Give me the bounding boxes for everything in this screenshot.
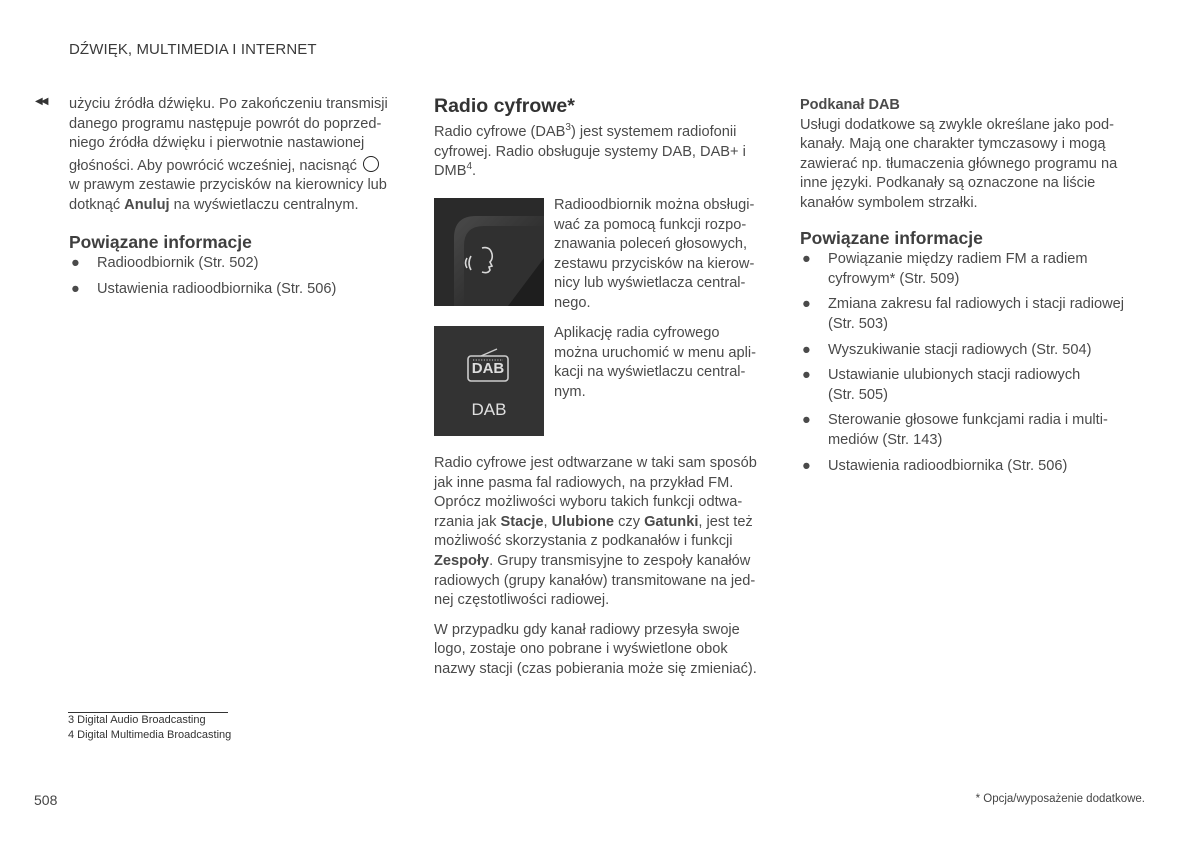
body-paragraphs [434,454,779,680]
related-heading: Powiązane informacje [69,231,252,252]
footnote-ref[interactable]: 4 [466,161,472,173]
text-line: jak inne pasma fal radiowych, na przykład FM. [434,474,734,491]
footnote: 3 Digital Audio Broadcasting [68,714,206,726]
related-link[interactable]: cyfrowym* (Str. 509) [828,270,960,287]
dab-icon-text: DAB [471,360,505,377]
bullet: ● [71,255,80,272]
list-item[interactable] [800,457,1140,477]
text: . Grupy transmisyjne to zespoły kanałów [489,552,751,569]
footnote-ref[interactable]: 3 [565,122,571,134]
list-item[interactable] [800,411,1140,450]
optional-equipment-note: * Opcja/wyposażenie dodatkowe. [975,793,1145,805]
bullet: ● [71,280,80,297]
text: Radio cyfrowe (DAB [434,124,566,140]
continue-marker: ◀◀ [35,96,47,107]
voice-button-image [434,198,544,306]
bullet: ● [802,341,811,358]
intro-line [434,123,774,143]
app-text [554,324,769,402]
related-link[interactable]: Ustawienia radioodbiornika (Str. 506) [828,457,1068,474]
intro-line: cyfrowej. Radio obsługuje systemy DAB, DAB+ i [434,143,746,160]
related-link[interactable]: Wyszukiwanie stacji radiowych (Str. 504) [828,341,1092,358]
bullet: ● [802,412,811,429]
favorites-label: Ulubione [551,513,615,530]
text-line: kacji na wyświetlaczu central- [554,364,746,381]
bullet: ● [802,367,811,384]
text: ) jest systemem radiofonii [570,124,737,140]
footnotes [68,713,231,743]
related-list [69,254,399,299]
left-line [69,156,399,177]
dab-tile-label: DAB [471,400,507,419]
bullet: ● [802,296,811,313]
list-item[interactable] [69,280,399,300]
right-column [800,96,1140,476]
list-item[interactable] [800,341,1140,361]
related-link[interactable]: Ustawianie ulubionych stacji radiowych [828,367,1081,384]
left-line [69,196,399,216]
list-item[interactable] [800,295,1140,334]
text-line: wać za pomocą funkcji rozpo- [554,216,747,233]
list-item[interactable] [800,250,1140,289]
related-link[interactable]: Radioodbiornik (Str. 502) [97,255,259,272]
intro [434,123,774,182]
intro-line [434,162,774,182]
text-line: zestawu przycisków na kierow- [554,255,755,272]
text: czy [614,513,645,530]
text-line: nej częstotliwości radiowej. [434,592,610,609]
bullet: ● [802,457,811,474]
left-line-text: głośności. Aby powrócić wcześniej, nacisnąć [69,157,357,174]
page-number: 508 [34,792,58,808]
text: na wyświetlaczu centralnym. [169,196,359,213]
list-item[interactable] [69,254,399,274]
text-line: nym. [554,383,586,400]
text-line: zawierać np. tłumaczenia głównego programu na [800,155,1118,172]
related-heading: Powiązane informacje [800,227,983,248]
text-line: radiowych (grupy kanałów) transmitowane na jed- [434,572,756,589]
related-link[interactable]: mediów (Str. 143) [828,431,943,448]
text-line: W przypadku gdy kanał radiowy przesyła swoje [434,621,740,638]
related-link[interactable]: (Str. 505) [828,386,889,403]
subchannel-heading: Podkanał DAB [800,97,900,113]
text-line: możliwość skorzystania z podkanałów i funkcji [434,533,733,550]
left-line: w prawym zestawie przycisków na kierownicy lub [69,177,387,194]
related-link[interactable]: Zmiana zakresu fal radiowych i stacji radiowej [828,296,1125,313]
voice-text [554,196,769,314]
text-line: Oprócz możliwości wyboru takich funkcji odtwa- [434,494,743,511]
left-line: użyciu źródła dźwięku. Po zakończeniu transmisji [69,96,388,112]
text-line: nicy lub wyświetlacza central- [554,275,746,292]
footnote: 4 Digital Multimedia Broadcasting [68,729,232,741]
related-link[interactable]: Sterowanie głosowe funkcjami radia i multi- [828,412,1108,429]
stations-label: Stacje [500,513,544,530]
related-link[interactable]: (Str. 503) [828,315,889,332]
text-line: nazwy stacji (czas pobierania może się zmieniać). [434,660,757,677]
text-line: Radioodbiornik można obsługi- [554,197,755,213]
text-line [434,552,779,572]
related-link[interactable]: Powiązanie między radiem FM a radiem [828,251,1088,268]
left-line: danego programu następuje powrót do poprzed- [69,115,382,132]
related-list [800,250,1140,476]
text-line: znawania poleceń głosowych, [554,236,748,253]
text: . [472,163,477,180]
text-line: kanałów symbolem strzałki. [800,194,978,211]
text-line: kanały. Mają one charakter tymczasowy i mogą [800,136,1106,153]
text-line: Usługi dodatkowe są zwykle określane jako pod- [800,116,1114,133]
text-line [434,513,779,533]
text-line: można uruchomić w menu apli- [554,344,756,361]
dab-app-tile[interactable] [434,326,544,436]
bullet: ● [802,251,811,268]
related-link[interactable]: Ustawienia radioodbiornika (Str. 506) [97,280,337,297]
text: , jest też [698,513,753,530]
text-line: inne języki. Podkanały są oznaczone na liście [800,175,1096,192]
text-line: Aplikację radia cyfrowego [554,325,720,341]
left-column [69,95,399,299]
text-line: nego. [554,294,591,311]
text: DMB [434,163,467,180]
section-title: Radio cyfrowe* [434,95,575,117]
text: , [543,513,552,530]
text-line: Radio cyfrowe jest odtwarzane w taki sam sposób [434,455,757,471]
radio-icon [467,348,509,382]
ensembles-label: Zespoły [434,552,490,569]
list-item[interactable] [800,366,1140,405]
text-line: logo, zostaje ono pobrane i wyświetlone obok [434,641,728,658]
text: rzania jak [434,513,501,530]
genres-label: Gatunki [644,513,699,530]
circle-button-icon [363,156,379,172]
left-line: niego źródła dźwięku i pierwotnie nastawionej [69,135,365,152]
text: dotknąć [69,196,125,213]
voice-button-illustration [434,198,544,306]
cancel-label: Anuluj [124,196,170,213]
page-header: DŹWIĘK, MULTIMEDIA I INTERNET [69,41,317,58]
